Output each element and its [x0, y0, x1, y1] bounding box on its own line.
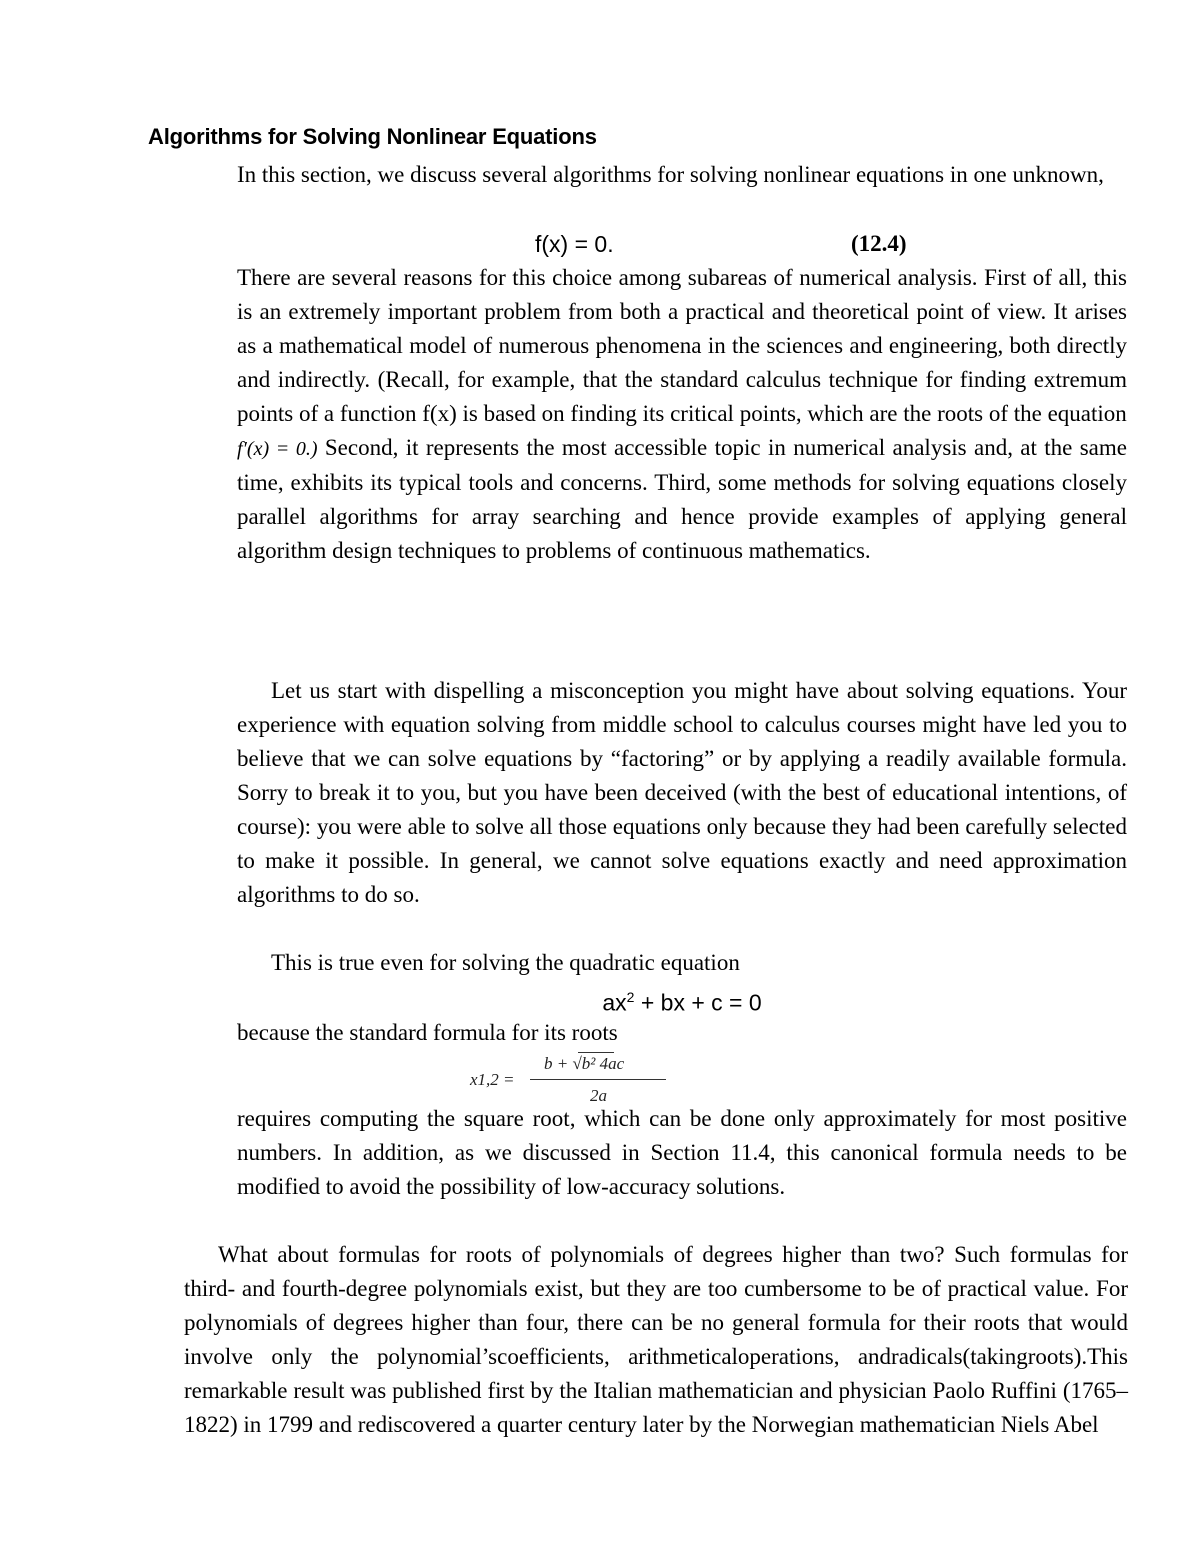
reasons-paragraph — [237, 261, 1127, 568]
quadratic-equation: $ax^2$ + bx + c = 0 — [602, 989, 762, 1016]
formula-denominator: 2a — [590, 1086, 607, 1105]
formula-lhs: x1,2 = — [470, 1070, 515, 1089]
polynomial-paragraph: What about formulas for roots of polynomials of degrees higher than two? Such formulas for third- and fourth-degree polynomials exist, but they are too cumbersome to be of practical value. For polynomials of degrees higher than four, there can be no general formula for their roots that would involve only the polynomial’scoefficients, arithmeticaloperations, andradicals(takingroots).This remarkable result was published first by the Italian mathematician and physician Paolo Ruffini (1765–1822) in 1799 and rediscovered a quarter century later by the Norwegian mathematician Niels Abel — [184, 1242, 1128, 1437]
section-heading: Algorithms for Solving Nonlinear Equations — [148, 124, 597, 149]
square-root-paragraph: requires computing the square root, which can be done only approximately for most positive numbers. In addition, as we discussed in Section 11.4, this canonical formula needs to be modified to avoid the possibility of low-accuracy solutions. — [237, 1106, 1127, 1199]
reasons-text-b: Second, it represents the most accessible topic in numerical analysis and, at the same time, exhibits its typical tools and concerns. Third, some methods for solving equations closely parallel algorithms for array searching and hence provide examples of applying general algorithm design techniques to problems of continuous mathematics. — [237, 435, 1127, 563]
equation-number: (12.4) — [851, 231, 907, 256]
intro-paragraph: In this section, we discuss several algorithms for solving nonlinear equations in one unknown, — [237, 162, 1104, 187]
quadratic-formula — [470, 1050, 680, 1110]
formula-intro: because the standard formula for its roots — [237, 1020, 618, 1045]
reasons-text-a: There are several reasons for this choice among subareas of numerical analysis. First of all, this is an extremely important problem from both a practical and theoretical point of view. It arises as a mathematical model of numerous phenomena in the sciences and engineering, both directly and indirectly. (Recall, for example, that the standard calculus technique for finding extremum points of a function f(x) is based on finding its critical points, which are the roots of the equation — [237, 265, 1127, 426]
misconception-paragraph: Let us start with dispelling a misconception you might have about solving equations. Your experience with equation solving from middle school to calculus courses might have led you to believe that we can solve equations by “factoring” or by applying a readily available formula. Sorry to break it to you, but you have been deceived (with the best of educational intentions, of course): you were able to solve all those equations only because they had been carefully selected to make it possible. In general, we cannot solve equations exactly and need approximation algorithms to do so. — [237, 678, 1127, 907]
equation-main: f(x) = 0. — [535, 231, 614, 257]
radical-bar — [578, 1052, 614, 1053]
formula-numerator: b + √b² 4ac — [544, 1054, 625, 1073]
fraction-bar — [530, 1079, 666, 1080]
quadratic-intro: This is true even for solving the quadratic equation — [271, 950, 740, 975]
derivative-equation: f′(x) = 0.) — [237, 438, 318, 460]
